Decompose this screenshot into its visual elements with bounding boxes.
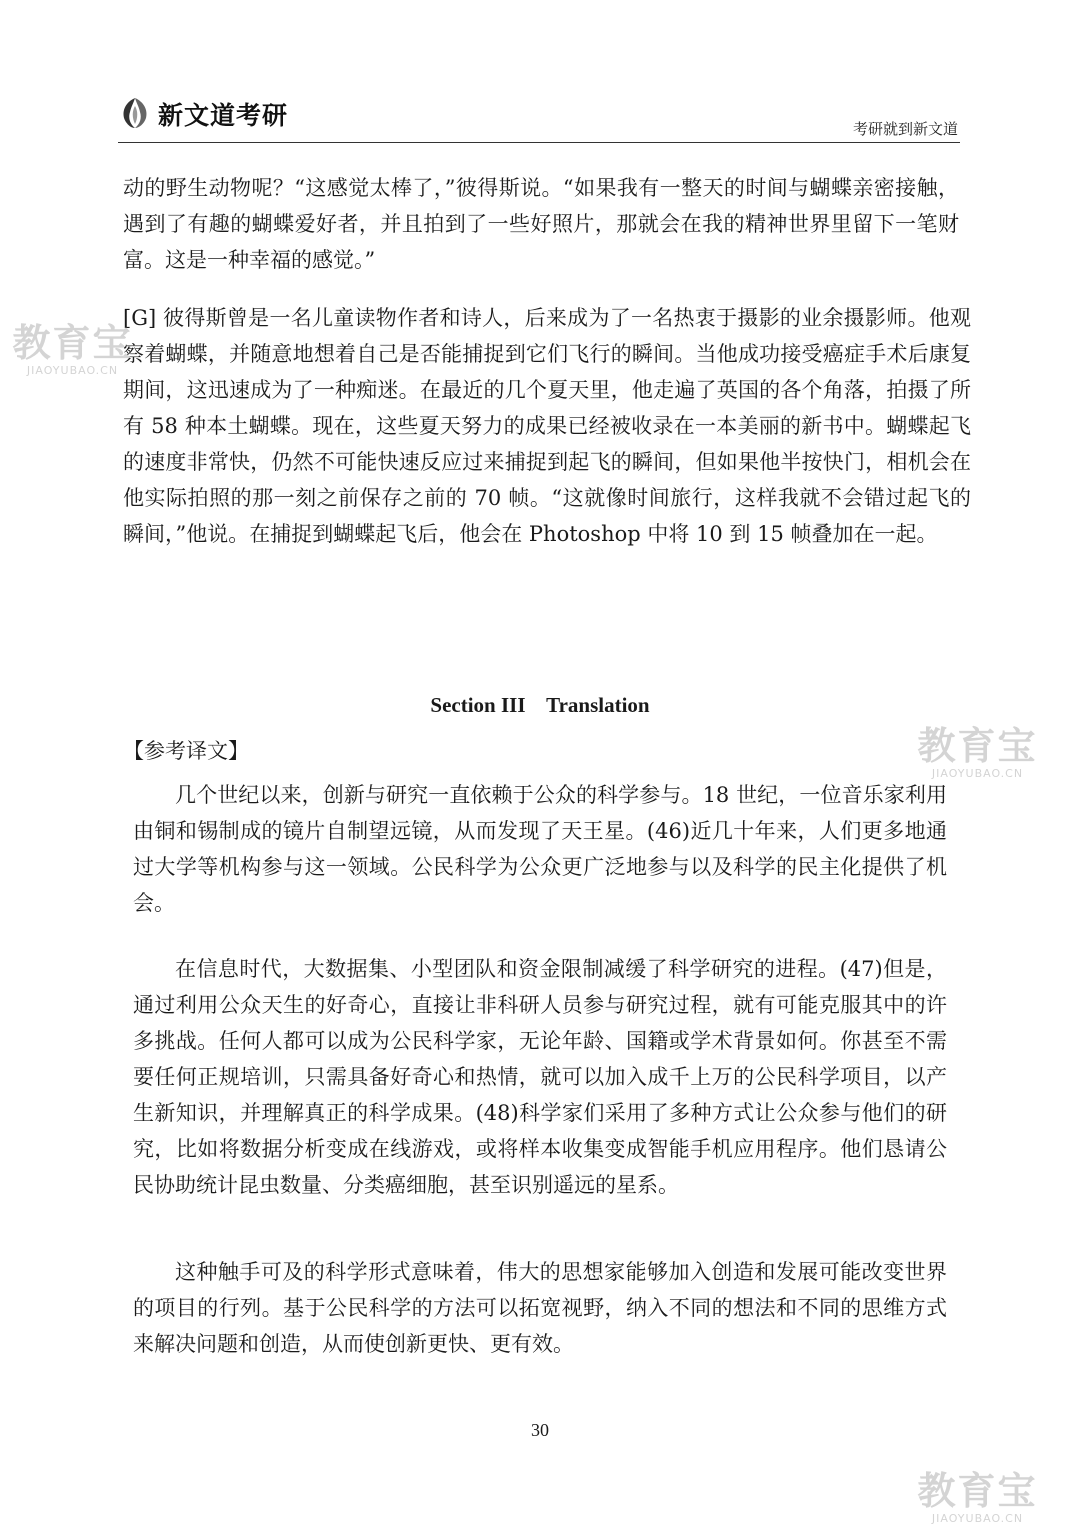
- translation-paragraph-3: 这种触手可及的科学形式意味着，伟大的思想家能够加入创造和发展可能改变世界的项目的行列。基于公民科学的方法可以拓宽视野，纳入不同的想法和不同的思维方式来解决问题和创造，从而使创新更快、更有效。: [133, 1260, 947, 1356]
- header-slogan: 考研就到新文道: [852, 120, 958, 138]
- logo-icon: [118, 96, 152, 130]
- watermark-url: JIAOYUBAO.CN: [931, 767, 1024, 780]
- watermark-text: 教育宝: [12, 321, 133, 365]
- watermark-url: JIAOYUBAO.CN: [931, 1512, 1024, 1525]
- translation-paragraph-2: 在信息时代，大数据集、小型团队和资金限制减缓了科学研究的进程。(47)但是，通过利用公众天生的好奇心，直接让非科研人员参与研究过程，就有可能克服其中的许多挑战。任何人都可以成为公民科学家，无论年龄、国籍或学术背景如何。你甚至不需要任何正规培训，只需具备好奇心和热情，就可以加入成千上万的公民科学项目，以产生新知识，并理解真正的科学成果。(48)科学家们采用了多种方式让公众参与他们的研究，比如将数据分析变成在线游戏，或将样本收集变成智能手机应用程序。他们恳请公民协助统计昆虫数量、分类癌细胞，甚至识别遥远的星系。: [133, 957, 947, 1197]
- watermark-text: 教育宝: [917, 724, 1038, 768]
- paragraph-g: [G] 彼得斯曾是一名儿童读物作者和诗人，后来成为了一名热衷于摄影的业余摄影师。他观察着蝴蝶，并随意地想着自己是否能捕捉到它们飞行的瞬间。当他成功接受癌症手术后康复期间，这迅速成为了一种痴迷。在最近的几个夏天里，他走遍了英国的各个角落，拍摄了所有 58 种本土蝴蝶。现在，这些夏天努力的成果已经被收录在一本美丽的新书中。蝴蝶起飞的速度非常快，仍然不可能快速反应过来捕捉到起飞的瞬间，但如果他半按快门，相机会在他实际拍照的那一刻之前保存之前的 70 帧。“这就像时间旅行，这样我就不会错过起飞的瞬间，”他说。在捕捉到蝴蝶起飞后，他会在 Photoshop 中将 10 到 15 帧叠加在一起。: [123, 306, 971, 546]
- paragraph-continuation: 动的野生动物呢？“这感觉太棒了，”彼得斯说。“如果我有一整天的时间与蝴蝶亲密接触，遇到了有趣的蝴蝶爱好者，并且拍到了一些好照片，那就会在我的精神世界里留下一笔财富。这是一种幸福的感觉。”: [123, 176, 959, 272]
- watermark: [915, 725, 1040, 780]
- watermark-url: JIAOYUBAO.CN: [26, 364, 119, 377]
- watermark: [10, 322, 135, 377]
- logo-text: 新文道考研: [158, 101, 289, 130]
- reference-translation-heading: 【参考译文】: [123, 739, 249, 763]
- page-number: 30: [531, 1420, 549, 1440]
- section-title: Section III Translation: [430, 693, 650, 717]
- page-header: [118, 92, 960, 143]
- watermark-text: 教育宝: [917, 1469, 1038, 1513]
- translation-paragraph-1: 几个世纪以来，创新与研究一直依赖于公众的科学参与。18 世纪，一位音乐家利用由铜和锡制成的镜片自制望远镜，从而发现了天王星。(46)近几十年来，人们更多地通过大学等机构参与这一领域。公民科学为公众更广泛地参与以及科学的民主化提供了机会。: [133, 783, 947, 915]
- watermark: [915, 1470, 1040, 1525]
